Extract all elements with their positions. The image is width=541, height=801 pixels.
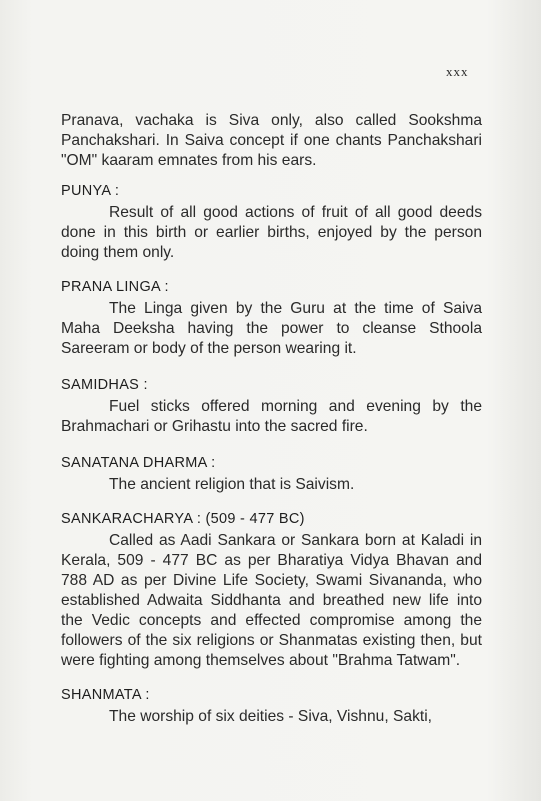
intro-paragraph: Pranava, vachaka is Siva only, also called Sookshma Panchakshari. In Saiva concept if one chants Panchakshari "OM" kaaram emnates from his ears. (61, 112, 482, 169)
glossary-definition: Result of all good actions of fruit of all good deeds done in this birth or earlier births, enjoyed by the person doing them only. (61, 204, 482, 261)
glossary-content (61, 111, 482, 727)
glossary-term: SAMIDHAS : (61, 377, 148, 393)
glossary-definition: The Linga given by the Guru at the time of Saiva Maha Deeksha having the power to cleanse Sthoola Sareeram or body of the person wearing it. (61, 300, 482, 357)
glossary-term: PRANA LINGA : (61, 279, 169, 295)
glossary-definition: The ancient religion that is Saivism. (109, 476, 355, 493)
glossary-definition: Called as Aadi Sankara or Sankara born at Kaladi in Kerala, 509 - 477 BC as per Bharatiya Vidya Bhavan and 788 AD as per Divine Life Society, Swami Sivananda, who established Adwaita Siddhanta and breathed new life into the Vedic concepts and effected compromise among the followers of the six religions or Shanmatas existing then, but were fighting among themselves about "Brahma Tatwam". (61, 532, 482, 669)
glossary-entry-punya (61, 183, 482, 263)
glossary-definition: The worship of six deities - Siva, Vishnu, Sakti, (109, 708, 432, 725)
glossary-entry-prana-linga (61, 279, 482, 359)
page-number: xxx (446, 64, 469, 79)
glossary-definition: Fuel sticks offered morning and evening by the Brahmachari or Grihastu into the sacred fire. (61, 398, 482, 435)
glossary-entry-sanatana-dharma (61, 455, 482, 495)
glossary-term: PUNYA : (61, 183, 120, 199)
glossary-entry-shanmata (61, 687, 482, 727)
glossary-term: SANATANA DHARMA : (61, 455, 216, 471)
glossary-entry-sankaracharya (61, 511, 482, 671)
glossary-entry-samidhas (61, 377, 482, 437)
glossary-term: SANKARACHARYA : (509 - 477 BC) (61, 511, 305, 527)
glossary-term: SHANMATA : (61, 687, 150, 703)
